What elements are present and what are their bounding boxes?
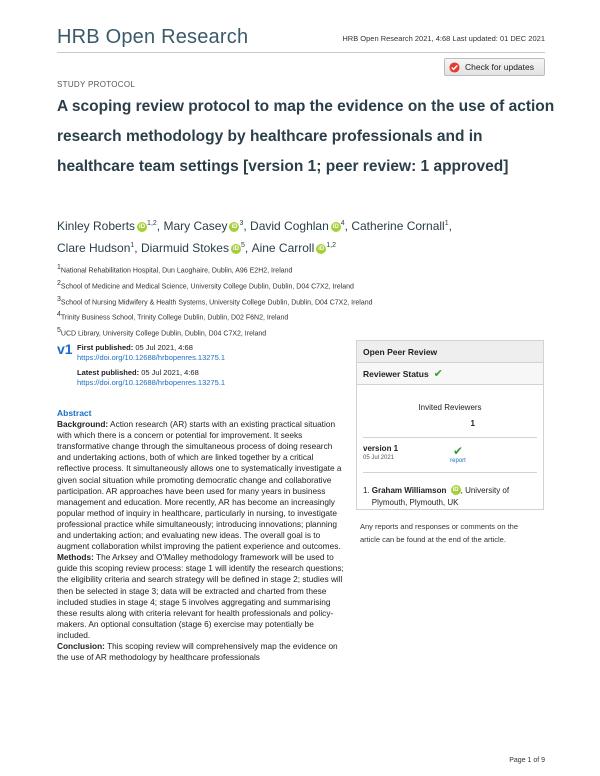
version-label: version 1 [363, 444, 399, 453]
journal-brand[interactable]: HRB Open Research [57, 26, 249, 48]
orcid-icon[interactable]: iD [232, 246, 239, 252]
reviewer-entry: 1. Graham Williamson iD , University of Plymouth, Plymouth, UK [363, 486, 510, 507]
affiliation-item: $^1$National Rehabilitation Hospital, Dun Laoghaire, Dublin, A96 E2H2, Ireland [57, 264, 293, 275]
affiliation-item: $^5$UCD Library, University College Dublin, Dublin, D04 C7X2, Ireland [57, 327, 267, 338]
author-item[interactable]: Clare Hudson$^1$, [57, 241, 141, 255]
author-item[interactable]: Diarmuid Stokes iD $^5$, [140, 241, 252, 255]
check-for-updates-button[interactable] [444, 58, 545, 76]
reviewer-status-heading: Reviewer Status ✔ [357, 363, 543, 385]
abstract-methods: Methods: The Arksey and O'Malley methodology framework will be used to guide this scoping review process: stage 1 will identify the research questions; the eligibility criteria and search strategy will be defined in stage 2; studies will then be selected in stage 3; data will be extracted and charted from these included studies in stage 4; stage 5 involves aggregating and summarising these results along with criteria relevant for health professionals and policy-makers. An optional consultation (stage 6) exercise may potentially be included. [57, 552, 344, 640]
article-type: STUDY PROTOCOL [57, 80, 136, 89]
abstract-heading: Abstract [57, 408, 92, 418]
latest-published-label: Latest published: [77, 368, 140, 377]
citation-line: HRB Open Research 2021, 4:68 Last updated: 01 DEC 2021 [342, 34, 545, 43]
affiliation-item: $^2$School of Medicine and Medical Science, University College Dublin, Dublin, D04 C7X2, Ireland [57, 279, 354, 291]
header-divider [57, 52, 545, 53]
abstract [57, 408, 347, 663]
peer-review-sidebar [356, 340, 544, 546]
orcid-icon[interactable]: iD [452, 487, 459, 493]
reports-note: Any reports and responses or comments on the article can be found at the end of the article. [360, 522, 518, 544]
approved-check-icon: ✔ [452, 444, 464, 458]
orcid-icon[interactable]: iD [231, 224, 238, 230]
latest-doi-link[interactable]: https://doi.org/10.12688/hrbopenres.13275.1 [77, 378, 226, 387]
reviewer-affiliation: , University of Plymouth, Plymouth, UK [371, 486, 510, 507]
first-published-date: 05 Jul 2021, 4:68 [135, 343, 193, 352]
orcid-icon[interactable]: iD [332, 224, 339, 230]
reviewer-name[interactable]: Graham Williamson [371, 486, 447, 495]
open-peer-review-heading: Open Peer Review [357, 341, 543, 363]
first-doi-link[interactable]: https://doi.org/10.12688/hrbopenres.13275.1 [77, 353, 226, 362]
author-item[interactable]: David Coghlan iD $^4$, [250, 219, 352, 233]
reviewer-column-number: 1 [470, 419, 475, 428]
abstract-background: Background: Action research (AR) starts with an existing practical situation with which there is a concern or potential for improvement. It seeks transformative change through the simultaneous process of doing research and undertaking actions, both of which are linked together by a critical reflective process. It simultaneously allows one to systematically investigate a given social situation while promoting democratic change and collaborative participation. AR approaches have been used for many years in business management and education. More recently, AR has become an increasingly popular method of inquiry in healthcare, particularly in nursing, to investigate professional practice while simultaneously; introducing innovations; planning and undertaking action; and evaluating new ideas. The overall goal is to augment collaboration whilst improving the patient experience and outcomes. [57, 419, 342, 552]
affiliation-item: $^3$School of Nursing Midwifery & Health Systems, University College Dublin, Dublin, D04 C7X2, Ireland [57, 295, 373, 306]
publication-info [77, 343, 225, 388]
report-link[interactable]: report [450, 458, 466, 464]
first-published-label: First published: [77, 343, 134, 352]
author-item[interactable]: Aine Carroll iD $^{1,2}$ [251, 241, 336, 255]
version-date: 05 Jul 2021 [363, 455, 395, 461]
author-item[interactable]: Catherine Cornall$^1$, [351, 219, 452, 233]
version-row [357, 438, 543, 464]
affiliation-item: $^4$Trinity Business School, Trinity College Dublin, Dublin, D02 F6N2, Ireland [57, 311, 289, 322]
orcid-icon[interactable]: iD [139, 224, 146, 230]
version-badge: v1 [57, 341, 73, 357]
approved-check-icon: ✔ [433, 368, 443, 380]
abstract-conclusion: Conclusion: This scoping review will comprehensively map the evidence on the use of AR methodology by healthcare professionals [57, 640, 338, 663]
article-title: A scoping review protocol to map the evidence on the use of action research methodology by healthcare professionals and in healthcare team settings [version 1; peer review: 1 approved] [57, 98, 555, 175]
crossmark-icon [449, 62, 460, 73]
author-item[interactable]: Kinley Roberts iD $^{1,2}$, [57, 219, 164, 233]
page-number: Page 1 of 9 [509, 757, 545, 764]
orcid-icon[interactable]: iD [318, 246, 325, 252]
author-item[interactable]: Mary Casey iD $^3$, [163, 219, 251, 233]
invited-reviewers-label: Invited Reviewers [418, 403, 482, 412]
check-for-updates-label: Check for updates [465, 62, 534, 72]
affiliation-list [57, 262, 373, 341]
author-list [57, 214, 557, 258]
latest-published-date: 05 Jul 2021, 4:68 [141, 368, 199, 377]
